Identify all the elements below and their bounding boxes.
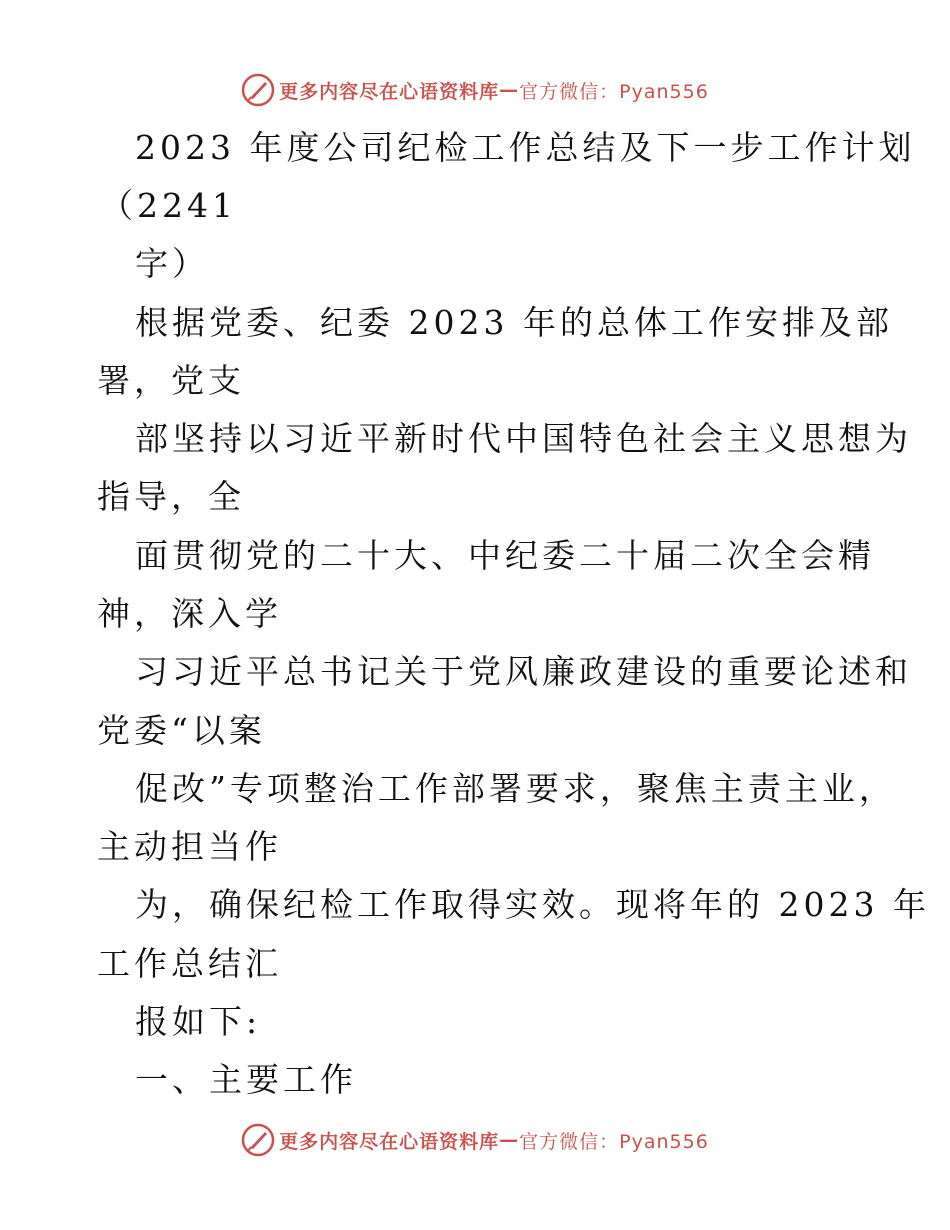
paragraph-line: 根据党委、纪委 2023 年的总体工作安排及部	[135, 303, 893, 342]
paragraph-line: 指导，全	[97, 477, 245, 516]
title-wordcount: （2241	[100, 186, 237, 225]
banner-contact: 官方微信：Pyan556	[519, 1130, 709, 1153]
title-wordcount-end: 字）	[135, 244, 209, 283]
banner-dash: —	[499, 79, 520, 101]
paragraph-line: 为，确保纪检工作取得实效。现将年的 2023 年	[135, 885, 930, 924]
paragraph-line: 报如下:	[135, 1002, 262, 1041]
paragraph-line: 面贯彻党的二十大、中纪委二十届二次全会精	[135, 536, 875, 575]
paragraph-line: 党委“以案	[97, 711, 266, 750]
paragraph-line: 署，党支	[97, 361, 245, 400]
section-heading: 一、主要工作	[135, 1060, 357, 1099]
paragraph-line: 工作总结汇	[97, 944, 282, 983]
paragraph-line: 主动担当作	[97, 827, 282, 866]
document-title: 2023 年度公司纪检工作总结及下一步工作计划	[135, 128, 916, 167]
paragraph-line: 促改”专项整治工作部署要求，聚焦主责主业，	[135, 769, 896, 808]
quill-logo-icon	[241, 1123, 275, 1157]
banner-contact: 官方微信：Pyan556	[519, 80, 709, 103]
paragraph-line: 部坚持以习近平新时代中国特色社会主义思想为	[135, 419, 912, 458]
paragraph-line: 神，深入学	[97, 594, 282, 633]
banner-dash: —	[499, 1129, 520, 1151]
footer-watermark-banner	[0, 1120, 950, 1160]
paragraph-line: 习习近平总书记关于党风廉政建设的重要论述和	[135, 652, 912, 691]
banner-main-text: 更多内容尽在心语资料库	[279, 80, 500, 103]
banner-main-text: 更多内容尽在心语资料库	[279, 1130, 500, 1153]
